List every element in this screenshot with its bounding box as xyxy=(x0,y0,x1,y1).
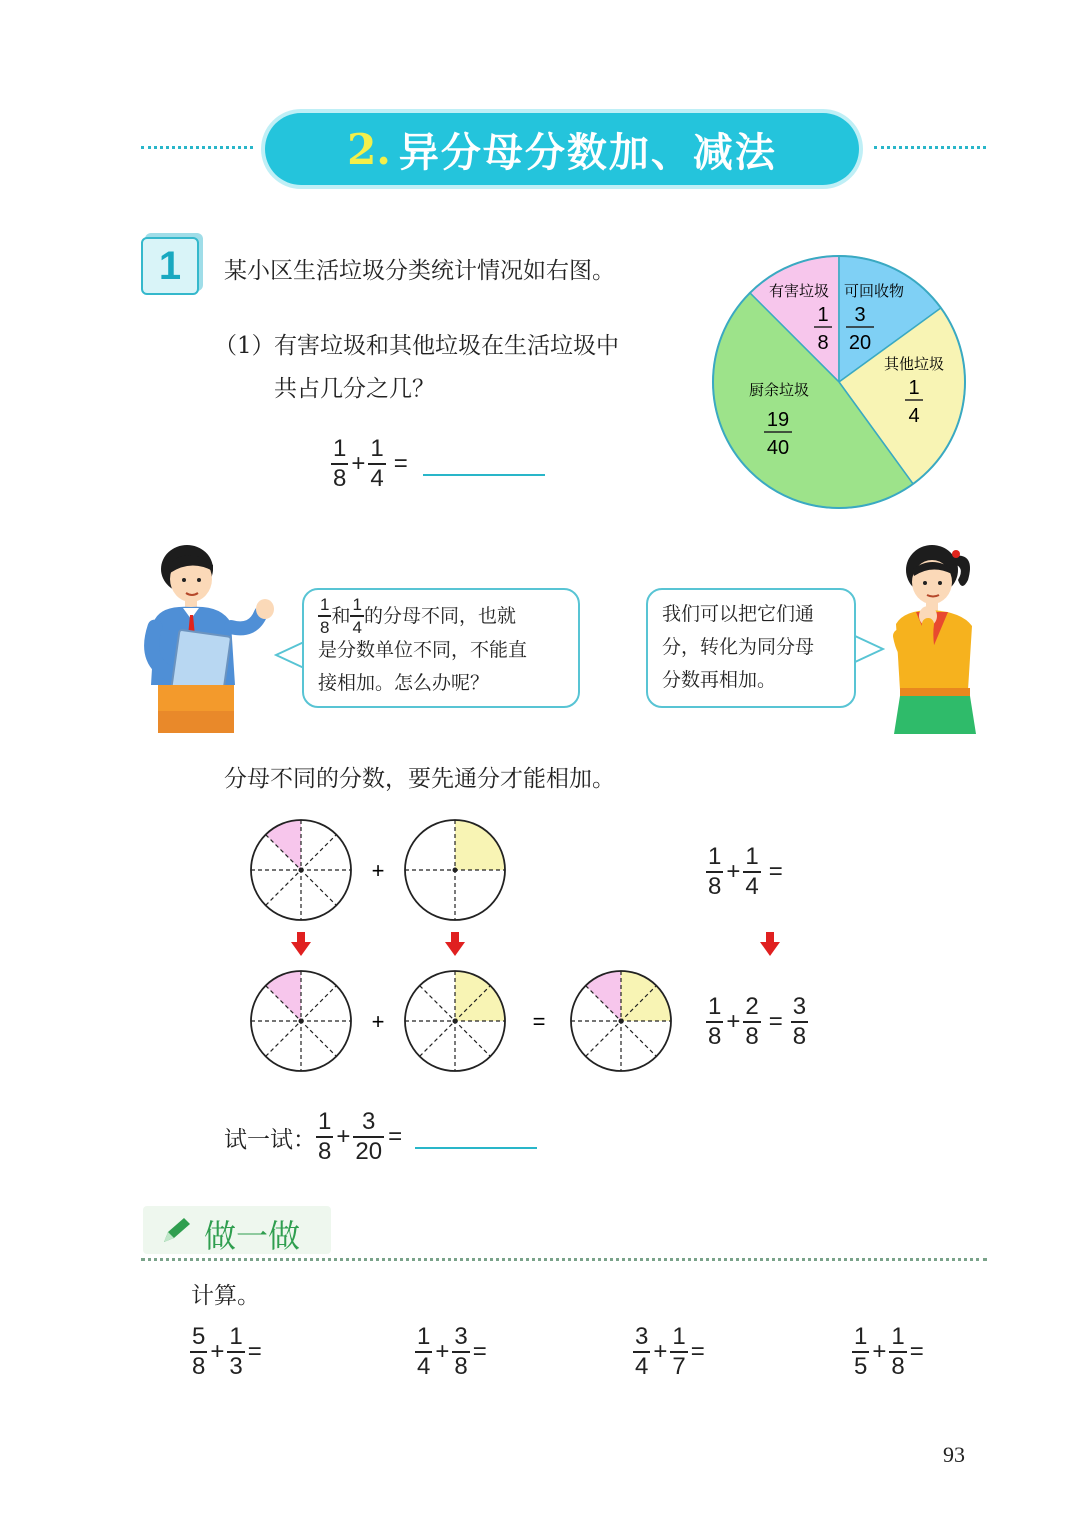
fraction: $\frac{2}{8}$ xyxy=(745,993,759,1050)
fraction: $\frac{3}{8}$ xyxy=(792,993,807,1050)
example-number-box: 1 xyxy=(141,237,199,295)
fraction: $\frac{1}{8}$ xyxy=(333,435,347,492)
fraction: $\frac{1}{7}$ xyxy=(672,1323,686,1380)
question-label: （1） xyxy=(214,333,275,359)
practice-item-4: $\frac{1}{5}$ + $\frac{1}{8}$ = xyxy=(854,1323,924,1380)
fraction: $\frac{1}{4}$ xyxy=(745,843,759,900)
page-number: 93 xyxy=(943,1442,965,1467)
svg-text:有害垃圾: 有害垃圾 xyxy=(768,282,830,300)
girl-line-3: 分数再相加。 xyxy=(662,669,777,691)
svg-text:20: 20 xyxy=(848,332,872,354)
girl-line-2: 分，转化为同分母 xyxy=(662,636,815,658)
example-intro: 某小区生活垃圾分类统计情况如右图。 xyxy=(224,258,615,284)
practice-item-2: $\frac{1}{4}$ + $\frac{3}{8}$ = xyxy=(417,1323,487,1380)
answer-blank xyxy=(415,1125,537,1149)
svg-text:1: 1 xyxy=(908,377,920,399)
fraction: $\frac{1}{5}$ xyxy=(854,1323,868,1380)
section-title-banner xyxy=(265,113,859,185)
down-arrow xyxy=(445,932,465,956)
fraction: $\frac{1}{8}$ xyxy=(320,595,330,637)
diagram-bottom-equation: $\frac{1}{8}$ + $\frac{2}{8}$ = $\frac{3}{8}$ xyxy=(708,993,807,1050)
girl-speech-bubble xyxy=(646,588,856,708)
boy-line-3: 接相加。怎么办呢？ xyxy=(318,672,490,694)
fraction: $\frac{1}{4}$ xyxy=(417,1323,431,1380)
title-dots-right xyxy=(874,146,986,149)
example-equation: $\frac{1}{8}$ + $\frac{1}{4}$ = xyxy=(331,437,545,491)
diagram-top-equation: $\frac{1}{8}$ + $\frac{1}{4}$ = xyxy=(708,843,783,900)
try-equation: 试一试： $\frac{1}{8}$ + $\frac{3}{20}$ = xyxy=(224,1110,537,1164)
fraction: $\frac{1}{3}$ xyxy=(229,1323,243,1380)
circle-one-eighth-bottom xyxy=(251,971,351,1071)
svg-text:可回收物: 可回收物 xyxy=(843,282,905,300)
fraction: $\frac{1}{8}$ xyxy=(708,843,722,900)
practice-title: 做一做 xyxy=(204,1217,301,1255)
girl-bubble-tail xyxy=(853,634,885,664)
pencil-icon xyxy=(160,1216,194,1246)
boy-line-1: $\frac{1}{8}$ 和 $\frac{1}{4}$ 的分母不同，也就 xyxy=(320,595,516,637)
section-number: 2. xyxy=(347,124,391,174)
fraction: $\frac{3}{4}$ xyxy=(635,1323,649,1380)
svg-text:19: 19 xyxy=(766,409,790,431)
down-arrow xyxy=(291,932,311,956)
fraction-circle-diagram xyxy=(240,810,690,1080)
boy-speech-bubble xyxy=(302,588,580,708)
down-arrow xyxy=(760,932,780,958)
fraction: $\frac{3}{20}$ xyxy=(355,1108,383,1165)
question-line-1: 有害垃圾和其他垃圾在生活垃圾中 xyxy=(274,333,619,359)
waste-pie-chart xyxy=(706,250,972,514)
fraction: $\frac{1}{4}$ xyxy=(352,595,362,637)
svg-text:3: 3 xyxy=(854,304,866,326)
circle-three-eighths xyxy=(571,971,671,1071)
fraction: $\frac{1}{8}$ xyxy=(891,1323,905,1380)
try-label: 试一试： xyxy=(224,1126,316,1153)
plus-sign: + xyxy=(371,858,385,883)
practice-instruction: 计算。 xyxy=(191,1283,260,1309)
title-dots-left xyxy=(141,146,253,149)
circle-one-eighth xyxy=(251,820,351,920)
svg-text:4: 4 xyxy=(908,405,920,427)
fraction: $\frac{1}{8}$ xyxy=(318,1108,332,1165)
fraction: $\frac{1}{8}$ xyxy=(708,993,722,1050)
circle-two-eighths xyxy=(405,971,505,1071)
fraction: $\frac{5}{8}$ xyxy=(192,1323,206,1380)
svg-text:厨余垃圾: 厨余垃圾 xyxy=(748,381,810,399)
boy-line-2: 是分数单位不同，不能直 xyxy=(318,639,528,661)
practice-item-1: $\frac{5}{8}$ + $\frac{1}{3}$ = xyxy=(192,1323,262,1380)
plus-sign: + xyxy=(371,1009,385,1034)
boy-illustration xyxy=(143,535,278,733)
svg-text:1: 1 xyxy=(817,304,829,326)
answer-blank xyxy=(423,452,545,476)
equals-sign: = xyxy=(532,1009,546,1034)
svg-text:40: 40 xyxy=(766,437,790,459)
practice-divider xyxy=(141,1258,987,1261)
girl-line-1: 我们可以把它们通 xyxy=(662,603,815,625)
svg-text:其他垃圾: 其他垃圾 xyxy=(883,355,945,373)
girl-illustration xyxy=(886,540,986,734)
rule-text: 分母不同的分数，要先通分才能相加。 xyxy=(224,766,615,792)
fraction: $\frac{3}{8}$ xyxy=(454,1323,468,1380)
circle-one-quarter xyxy=(405,820,505,920)
fraction: $\frac{1}{4}$ xyxy=(370,435,384,492)
question-line-2: 共占几分之几？ xyxy=(274,376,435,402)
svg-text:8: 8 xyxy=(817,332,829,354)
practice-item-3: $\frac{3}{4}$ + $\frac{1}{7}$ = xyxy=(635,1323,705,1380)
section-title: 异分母分数加、减法 xyxy=(398,128,777,176)
